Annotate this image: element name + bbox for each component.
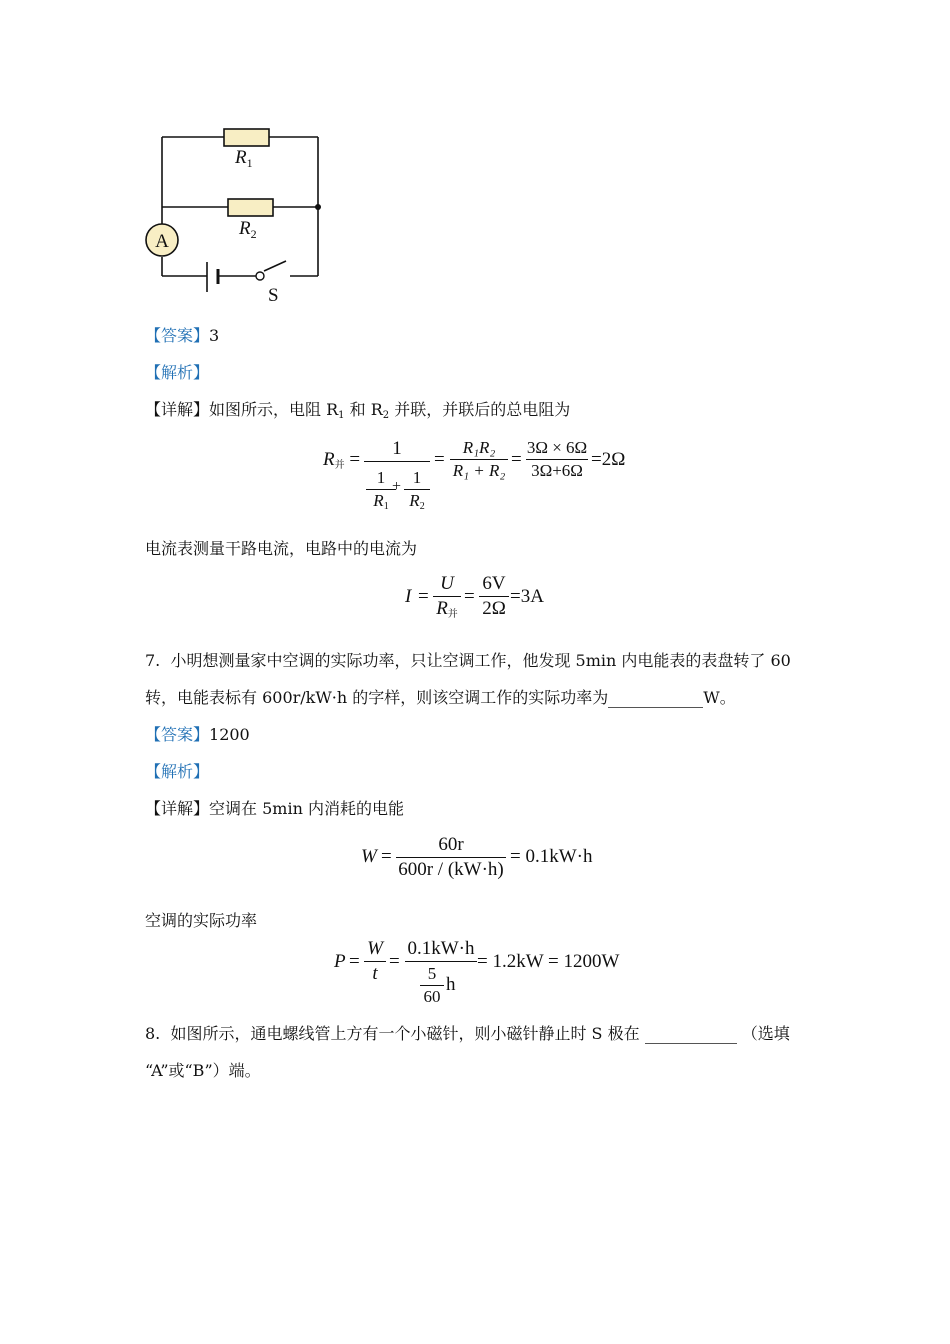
analysis-tag: 【解析】 — [145, 363, 210, 382]
q7-answer: 【答案】1200 — [145, 725, 250, 744]
resistor-r2 — [228, 199, 273, 216]
svg-text:R1: $R_1$ — [235, 147, 253, 170]
q7-analysis-tag: 【解析】 — [145, 762, 210, 781]
power-text: 空调的实际功率 — [145, 911, 258, 930]
current-text: 电流表测量干路电流，电路中的电流为 — [145, 539, 418, 558]
detail-tag: 【详解】 — [145, 400, 210, 419]
q7-line1: 7. 小明想测量家中空调的实际功率，只让空调工作，他发现 5min 内电能表的表盘转了 60 — [145, 651, 791, 670]
q7-detail: 【详解】空调在 5min 内消耗的电能 — [145, 799, 404, 818]
resistor-r1 — [224, 129, 269, 146]
svg-text:R2: $R_2$ — [239, 218, 257, 241]
switch-contact — [256, 272, 264, 280]
ammeter-label: A — [155, 231, 169, 252]
q6-answer — [145, 323, 219, 346]
q8-line2: “A”或“B”）端。 — [145, 1061, 261, 1080]
answer-value: 3 — [209, 326, 220, 345]
q8-line1: 8. 如图所示，通电螺线管上方有一个小磁针，则小磁针静止时 S 极在 （选填 — [145, 1024, 790, 1043]
q7-line2: 转，电能表标有 600r/kW·h 的字样，则该空调工作的实际功率为 W。 — [145, 688, 736, 707]
answer-tag: 【答案】 — [145, 326, 210, 345]
circuit-diagram — [140, 120, 340, 310]
switch-label: S — [268, 285, 279, 306]
q6-detail: 【详解】如图所示，电阻 $R_1$ 和 $R_2$ 并联，并联后的总电阻为 — [145, 400, 571, 421]
